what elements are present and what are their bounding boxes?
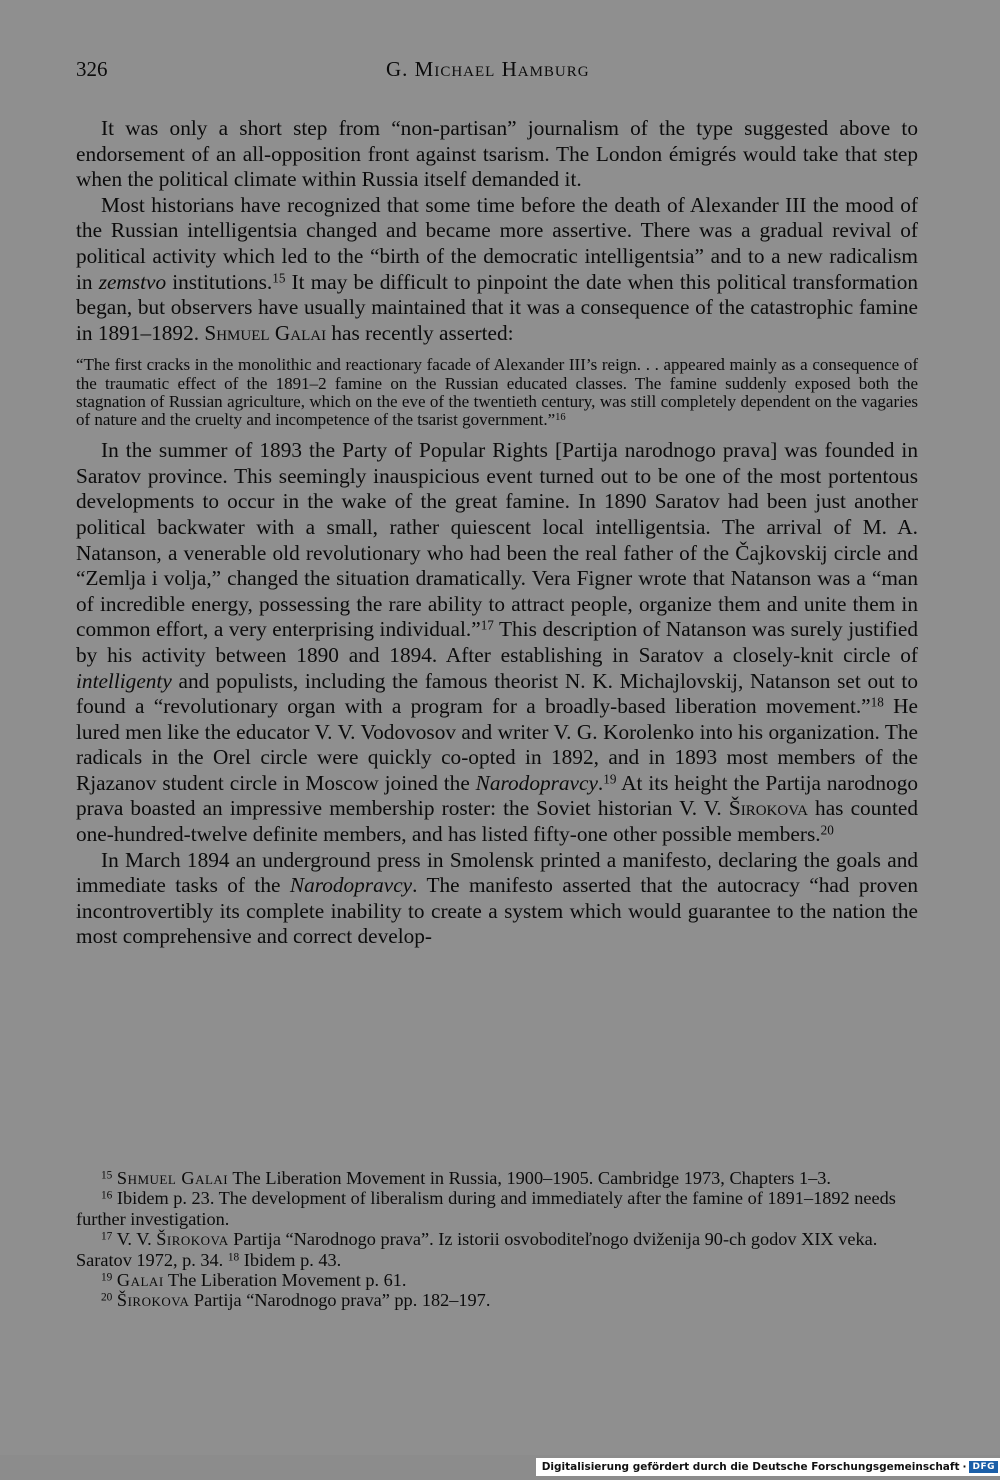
footnote (76, 1229, 918, 1270)
paragraph (76, 116, 918, 193)
footnote (76, 1270, 918, 1290)
footnote (76, 1168, 918, 1188)
footnote-ref: 20 (101, 1292, 113, 1304)
footnote-ref: 17 (101, 1230, 113, 1243)
italic-text: intelligenty (76, 668, 172, 693)
footnote-ref: 18 (870, 694, 884, 710)
footnote-ref: 15 (272, 270, 286, 286)
text-run: Partija “Narodnogo prava”. Iz istorii osvoboditeľnogo dviženija 90-ch godov XIX veka. Saratov 1972, p. 34. (76, 1229, 878, 1270)
small-caps-name: Galai (116, 1270, 164, 1291)
digitization-credit: Digitalisierung gefördert durch die Deutsche Forschungsgemeinschaft · DFG (536, 1458, 1000, 1476)
text-run: institutions. (166, 269, 273, 294)
small-caps-name: Širokova (728, 796, 808, 821)
italic-text: zemstvo (98, 269, 167, 294)
footnote (76, 1188, 918, 1229)
footnote-ref: 19 (101, 1271, 113, 1284)
text-run: The Liberation Movement in Russia, 1900–1905. Cambridge 1973, Chapters 1–3. (228, 1168, 831, 1188)
dfg-logo: DFG (969, 1461, 998, 1473)
text-run: It may be difficult to pinpoint the date when this political transformation began, but observers have usually maintained that it was a consequence of the catastrophic famine in 1891–1892. (76, 269, 918, 345)
small-caps-name: Širokova (116, 1290, 190, 1311)
text-run: V. V. (112, 1229, 157, 1250)
paragraph (76, 848, 918, 950)
footnote-ref: 19 (603, 771, 617, 787)
footnote-ref: 16 (101, 1189, 113, 1202)
italic-text: Narodopravcy (289, 873, 413, 898)
footnote-ref: 15 (101, 1169, 113, 1182)
text-run: Ibidem p. 23. The development of liberalism during and immediately after the famine of 1891–1892 needs further investigation. (76, 1188, 896, 1229)
text-run: At its height the Partija narodnogo prava boasted an impressive membership roster: the Soviet historian V. V. (76, 770, 918, 821)
page-header (76, 57, 920, 87)
running-head: G. Michael Hamburg (386, 57, 590, 81)
text-run: has recently asserted: (326, 320, 514, 345)
body-text (76, 116, 918, 950)
text-run: It was only a short step from “non-partisan” journalism of the type suggested above to endorsement of an all-opposition front against tsarism. The London émigrés would take that step when the political climate within Russia itself demanded it. (76, 116, 918, 192)
small-caps-name: Širokova (156, 1229, 229, 1250)
footnote-ref: 16 (555, 411, 566, 423)
footnotes (76, 1168, 918, 1311)
text-run: This description of Natanson was surely justified by his activity between 1890 and 1894. After establishing in Saratov a closely-knit circle of (76, 617, 918, 667)
text-run: In March 1894 an underground press in Smolensk printed a manifesto, declaring the goals and immediate tasks of the (76, 847, 918, 898)
page-number: 326 (76, 57, 108, 81)
footnote-ref: 18 (227, 1251, 240, 1264)
text-run: . The manifesto asserted that the autocracy “had proven incontrovertibly its complete inability to create a system which would guarantee to the nation the most comprehensive and correct develop- (76, 873, 918, 949)
footnote (76, 1290, 918, 1310)
text-run: has counted one-hundred-twelve definite members, and has listed fifty-one other possible members. (76, 796, 918, 847)
small-caps-name: Shmuel Galai (204, 320, 327, 345)
text-run: and populists, including the famous theorist N. K. Michajlovskij, Natanson set out to found a “revolutionary organ with a program for a broadly-based liberation movement.” (76, 668, 918, 719)
text-run: Ibidem p. 43. (239, 1249, 342, 1270)
credit-text: Digitalisierung gefördert durch die Deutsche Forschungsgemeinschaft (541, 1461, 960, 1473)
text-run: The Liberation Movement p. 61. (163, 1270, 407, 1291)
text-run: . (597, 770, 604, 795)
footnote-ref: 20 (820, 822, 834, 838)
paragraph (76, 438, 918, 848)
text-run: He lured men like the educator V. V. Vodovosov and writer V. G. Korolenko into his organization. The radicals in the Orel circle were quickly co-opted in 1892, and in 1893 most members of the Rjazanov student circle in Moscow joined the (76, 694, 918, 795)
footnote-ref: 17 (480, 617, 494, 633)
paragraph (76, 193, 918, 347)
italic-text: Narodopravcy (475, 770, 598, 795)
text-run: “The first cracks in the monolithic and reactionary facade of Alexander III’s reign. . . appeared mainly as a consequence of the traumatic effect of the 1891–2 famine on the Russian educated classes. The famine suddenly exposed both the stagnation of Russian agriculture, which on the eve of the twentieth century, was still completely dependent on the vagaries of nature and the cruelty and incompetence of the tsarist government.” (76, 355, 918, 429)
text-run: Partija “Narodnogo prava” pp. 182–197. (189, 1290, 491, 1311)
block-quote (76, 356, 918, 429)
text-run: Most historians have recognized that some time before the death of Alexander III the mood of the Russian intelligentsia changed and became more assertive. There was a gradual revival of political activity which led to the “birth of the democratic intelligentsia” and to a new radicalism in (76, 192, 918, 294)
small-caps-name: Shmuel Galai (116, 1168, 229, 1188)
text-run: In the summer of 1893 the Party of Popular Rights [Partija narodnogo prava] was founded in Saratov province. This seemingly inauspicious event turned out to be one of the most portentous developments to occur in the wake of the great famine. In 1890 Saratov had been just another political backwater with a small, rather quiescent local intelligentsia. The arrival of M. A. Natanson, a venerable old revolutionary who had been the real father of the Čajkovskij circle and “Zemlja i volja,” changed the situation dramatically. Vera Figner wrote that Natanson was a “man of incredible energy, possessing the rare ability to attract people, organize them and unite them in common effort, a very enterprising individual.” (76, 438, 918, 642)
